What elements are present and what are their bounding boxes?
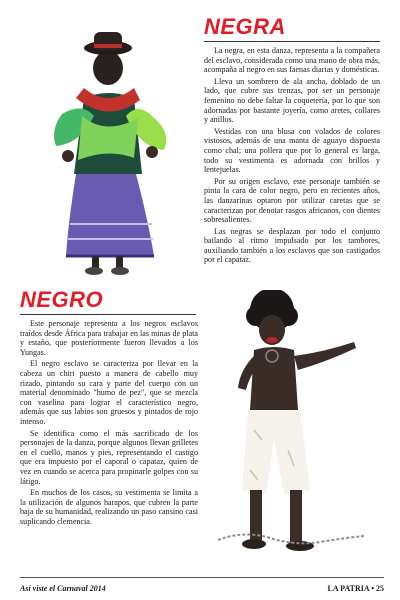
- negra-dancer-photo: [48, 24, 172, 280]
- negra-paragraph: Vestidas con una blusa con volados de colores vistosos, además de una manta de aguayo dispuesta como chal; una pollera que por lo general es larga, todo su vestimenta es adornada con brillos y lentejuelas.: [204, 126, 380, 175]
- negra-paragraph: La negra, en esta danza, representa a la compañera del esclavo, considerada como una mano de obra más, acompaña al negro en sus faenas diarias y domésticas.: [204, 46, 380, 75]
- negro-text-column: [20, 319, 198, 528]
- negro-title: NEGRO: [20, 287, 104, 312]
- negra-paragraph: Las negras se desplazan por todo el conjunto bailando al ritmo impulsado por los tambores, auxiliando también a los esclavos que son castigados por el capataz.: [204, 226, 380, 265]
- negro-paragraph: El negro esclavo se caracteriza por llevar en la cabeza un chiri puesto a manera de cabello muy rizado, pintando su cara y parte del cuerpo con un material denominado "humo de pez", que se mezcla con vaselina para lograr el característico negro, además que sus labios son gruesos y pintados de rojo intenso.: [20, 359, 198, 426]
- footer-page-number: LA PATRIA • 25: [327, 584, 384, 593]
- negro-paragraph: Se identifica como el más sacrificado de los personajes de la danza, porque algunos llevan grilletes en el cuello, manos y pies, representando el castigo que era impuesto por el caporal o capataz, quien de vez en cuando se acerca para propinarle golpes con su látigo.: [20, 428, 198, 486]
- negro-dancer-photo: [214, 290, 380, 560]
- negro-title-rule: [20, 314, 196, 315]
- negra-title: NEGRA: [204, 14, 286, 39]
- negra-text-column: [204, 46, 380, 267]
- negro-paragraph: En muchos de los casos, su vestimenta se limita a la utilización de algunos harapos, que cubren la parte baja de su humanidad, realizando un paso cansino casi suplicando clemencia.: [20, 488, 198, 526]
- footer-publication: Así viste el Carnaval 2014: [20, 584, 106, 593]
- negra-paragraph: Lleva un sombrero de ala ancha, doblado de un lado, que cubre sus trenzas, por ser un personaje femenino no debe faltar la coquetería, por lo que son adornadas por bastante joyería, como aretes, collares y anillos.: [204, 76, 380, 125]
- negra-title-rule: [204, 41, 380, 42]
- negra-paragraph: Por su origen esclavo, este personaje también se pinta la cara de color negro, pero en recientes años, las danzarinas optaron por utilizar caretas que se caracterizan por denotar rasgos africanos, con dientes sobresalientes.: [204, 176, 380, 225]
- footer-rule: [20, 577, 384, 578]
- negro-paragraph: Este personaje representa a los negros esclavos traídos desde África para trabajar en las minas de plata y estaño, que posteriormente fueron llevados a los Yungas.: [20, 319, 198, 357]
